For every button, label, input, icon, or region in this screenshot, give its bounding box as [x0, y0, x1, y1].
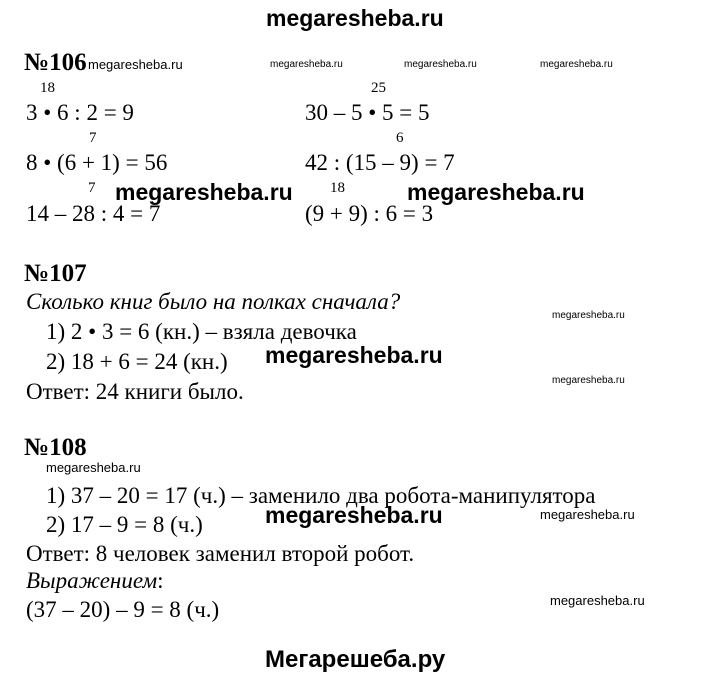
- task-107-number: №107: [24, 260, 87, 287]
- watermark: megaresheba.ru: [540, 59, 613, 70]
- task-108-expression-label: [26, 569, 164, 592]
- watermark: megaresheba.ru: [265, 342, 443, 368]
- watermark: megaresheba.ru: [115, 179, 293, 205]
- task-106-number: №106: [24, 49, 87, 76]
- watermark: megaresheba.ru: [265, 502, 443, 528]
- watermark: megaresheba.ru: [46, 460, 141, 475]
- task-108-expression: (37 – 20) – 9 = 8 (ч.): [26, 597, 220, 622]
- task-107-step: 2) 18 + 6 = 24 (кн.): [46, 349, 228, 374]
- watermark: megaresheba.ru: [407, 179, 585, 205]
- task-106-expression: 3 • 6 : 2 = 9: [26, 100, 134, 125]
- watermark: megaresheba.ru: [552, 375, 625, 386]
- watermark: megaresheba.ru: [550, 593, 645, 608]
- task-106-expression: 8 • (6 + 1) = 56: [26, 150, 168, 175]
- watermark: megaresheba.ru: [552, 310, 625, 321]
- task-107-step: 1) 2 • 3 = 6 (кн.) – взяла девочка: [46, 319, 357, 344]
- footer-site-title: Мегарешеба.ру: [265, 646, 446, 673]
- task-108-answer: Ответ: 8 человек заменил второй робот.: [26, 541, 415, 566]
- task-108-expression-label-text: Выражением: [26, 568, 158, 593]
- task-106-annotation: 7: [88, 180, 96, 196]
- task-106-expression: 42 : (15 – 9) = 7: [305, 150, 455, 175]
- watermark: megaresheba.ru: [270, 59, 343, 70]
- header-site-title: megaresheba.ru: [266, 5, 444, 31]
- task-107-question: Сколько книг было на полках сначала?: [26, 289, 401, 314]
- task-106-annotation: 18: [330, 180, 345, 196]
- task-106-annotation: 18: [40, 80, 55, 96]
- task-108-expression-label-colon: :: [157, 568, 164, 593]
- task-106-expression: 14 – 28 : 4 = 7: [26, 201, 161, 226]
- watermark: megaresheba.ru: [540, 507, 635, 522]
- task-108-number: №108: [24, 434, 87, 461]
- task-106-annotation: 6: [396, 130, 404, 146]
- watermark: megaresheba.ru: [88, 57, 183, 72]
- task-106-annotation: 25: [371, 80, 386, 96]
- task-108-step: 2) 17 – 9 = 8 (ч.): [46, 512, 203, 537]
- task-107-answer: Ответ: 24 книги было.: [26, 379, 244, 404]
- task-106-expression: (9 + 9) : 6 = 3: [305, 201, 434, 226]
- task-108-step: 1) 37 – 20 = 17 (ч.) – заменило два робота-манипулятора: [46, 483, 596, 508]
- task-106-expression: 30 – 5 • 5 = 5: [305, 100, 430, 125]
- watermark: megaresheba.ru: [404, 59, 477, 70]
- task-106-annotation: 7: [89, 130, 97, 146]
